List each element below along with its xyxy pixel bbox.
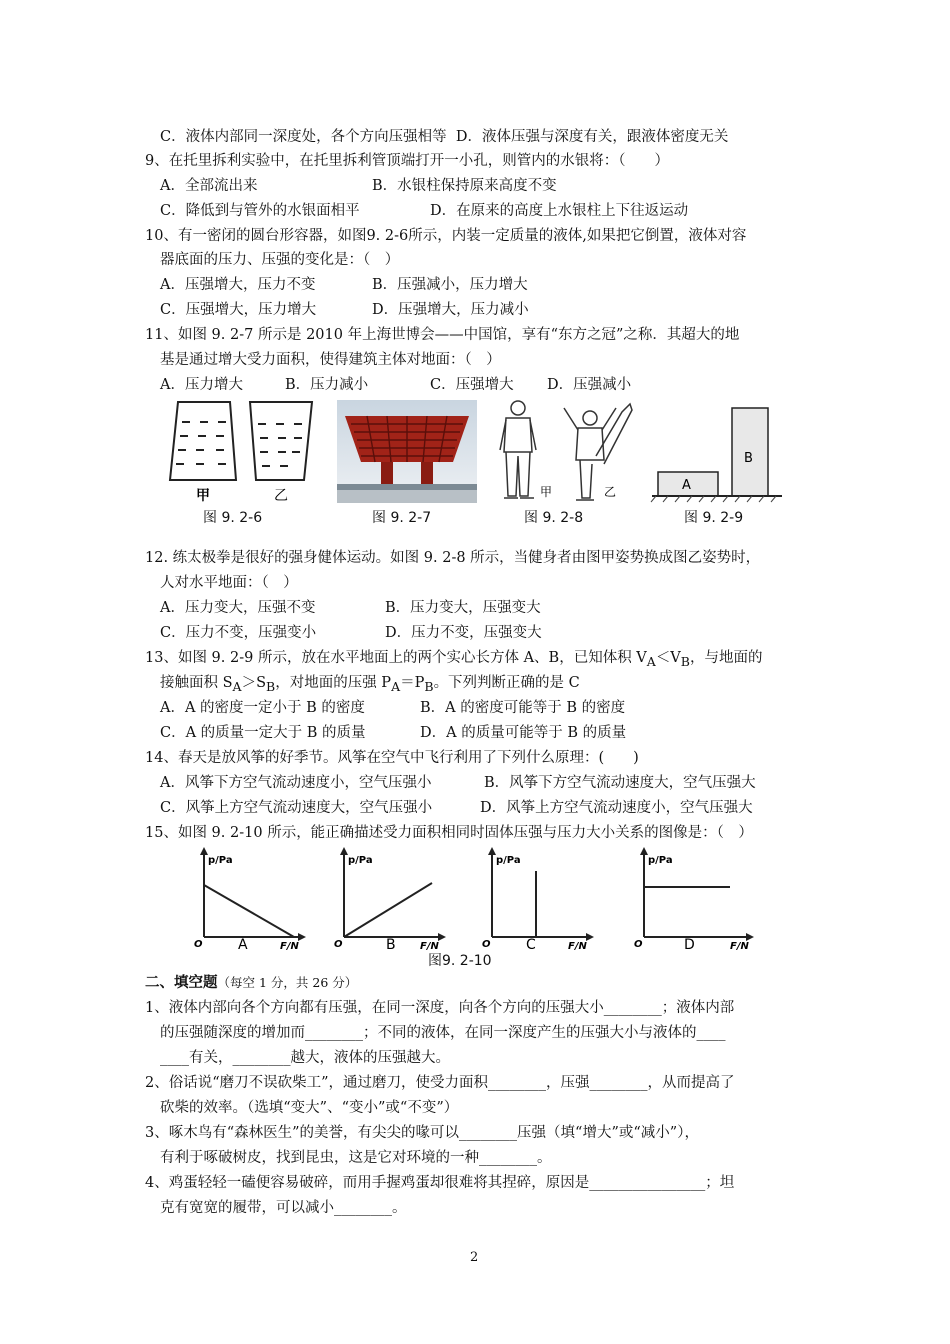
q13-stem-text: 13、如图 9. 2-9 所示，放在水平地面上的两个实心长方体 A、B，已知体积 V <box>145 650 647 666</box>
q9-option-d: D．在原来的高度上水银柱上下往返运动 <box>430 203 689 219</box>
caption-9-2-6: 图 9. 2-6 <box>203 510 263 526</box>
section-2-note: （每空 1 分，共 26 分） <box>217 975 358 990</box>
q13-stem-text-b: ，对地面的压强 P <box>275 675 392 691</box>
container-jia <box>170 402 236 480</box>
graph-a-line <box>204 885 294 937</box>
graph-c-origin: O <box>482 939 491 950</box>
q10-stem-line2: 器底面的压力、压强的变化是：（ ） <box>160 252 400 268</box>
container-yi <box>250 402 312 480</box>
q14-option-b: B．风筝下方空气流动速度大，空气压强大 <box>484 775 756 791</box>
figure-9-2-6 <box>160 398 320 506</box>
fill3-line2: 有利于啄破树皮，找到昆虫，这是它对环境的一种________。 <box>160 1150 552 1166</box>
section-2-heading <box>145 972 357 994</box>
q11-stem-line1: 11、如图 9. 2-7 所示是 2010 年上海世博会——中国馆，享有“东方之冠”之称．其超大的地 <box>145 327 740 343</box>
q12-option-a: A．压力变大，压强不变 <box>160 600 316 616</box>
graph-c-ylabel: p/Pa <box>496 855 521 866</box>
block-a-label: A <box>682 478 691 493</box>
graph-b-line <box>344 883 432 937</box>
q12-option-b: B．压力变大，压强变大 <box>385 600 541 616</box>
caption-9-2-7: 图 9. 2-7 <box>372 510 432 526</box>
q9-option-c: C．降低到与管外的水银面相平 <box>160 203 360 219</box>
q13-stem-text-c: 。下列判断正确的是 C <box>433 675 580 691</box>
fill1-line1: 1、液体内部向各个方向都有压强，在同一深度，向各个方向的压强大小________；液体内部 <box>145 1000 735 1016</box>
graph-a <box>190 845 320 950</box>
q15-stem: 15、如图 9. 2-10 所示，能正确描述受力面积相同时固体压强与压力大小关系的图像是：（ ） <box>145 825 753 841</box>
q11-option-d: D．压强减小 <box>547 377 632 393</box>
q14-option-c: C．风筝上方空气流动速度大，空气压强小 <box>160 800 433 816</box>
page-number: 2 <box>470 1250 479 1265</box>
block-b-label: B <box>744 451 753 466</box>
q8-option-d: D．液体压强与深度有关，跟液体密度无关 <box>455 129 729 145</box>
q12-option-d: D．压力不变，压强变大 <box>385 625 542 641</box>
fill3-line1: 3、啄木鸟有“森林医生”的美誉，有尖尖的喙可以________压强（填“增大”或“减小”）， <box>145 1125 699 1141</box>
graph-b-origin: O <box>334 939 343 950</box>
caption-9-2-8: 图 9. 2-8 <box>524 510 584 526</box>
graph-c-label: C <box>526 937 536 950</box>
fill1-line3: ____有关，________越大，液体的压强越大。 <box>160 1050 450 1066</box>
graph-d-origin: O <box>634 939 643 950</box>
figure-9-2-9-blocks <box>650 400 790 506</box>
q13-stem-line1: 13、如图 9. 2-9 所示，放在水平地面上的两个实心长方体 A、B，已知体积 $V_A<V_B$，与地面的 <box>145 650 763 669</box>
q14-option-a: A．风筝下方空气流动速度小，空气压强小 <box>160 775 432 791</box>
q13-stem-text-a: 接触面积 S <box>160 675 233 691</box>
fill4-line2: 克有宽宽的履带，可以减小________。 <box>160 1200 407 1216</box>
graph-a-xlabel: F/N <box>280 941 299 950</box>
label-jia: 甲 <box>540 485 553 499</box>
figure-9-2-8-taichi <box>492 396 652 506</box>
section-2-title: 二、填空题 <box>145 974 218 991</box>
q12-option-c: C．压力不变，压强变小 <box>160 625 317 641</box>
graph-d-ylabel: p/Pa <box>648 855 673 866</box>
graph-c <box>478 845 608 950</box>
graph-b-ylabel: p/Pa <box>348 855 373 866</box>
fill1-line2: 的压强随深度的增加而________；不同的液体，在同一深度产生的压强大小与液体的____ <box>160 1025 726 1041</box>
graph-a-origin: O <box>194 939 203 950</box>
q10-option-d: D．压强增大，压力减小 <box>372 302 529 318</box>
graph-b-xlabel: F/N <box>420 941 439 950</box>
fill4-line1: 4、鸡蛋轻轻一磕便容易破碎，而用手握鸡蛋却很难将其捏碎，原因是________________；坦 <box>145 1175 735 1191</box>
q12-stem-line2: 人对水平地面：（ ） <box>160 575 298 591</box>
graph-b-label: B <box>386 937 396 950</box>
graph-d-xlabel: F/N <box>730 941 749 950</box>
graph-b <box>330 845 460 950</box>
q11-stem-line2: 基是通过增大受力面积，使得建筑主体对地面：（ ） <box>160 352 501 368</box>
fill2-line2: 砍柴的效率。（选填“变大”、“变小”或“不变”） <box>160 1100 459 1116</box>
q8-options-cd <box>160 126 728 148</box>
label-yi: 乙 <box>604 485 617 499</box>
caption-9-2-10: 图9. 2-10 <box>428 953 492 969</box>
q14-stem: 14、春天是放风筝的好季节。风筝在空气中飞行利用了下列什么原理：( ) <box>145 750 639 766</box>
q8-option-c: C．液体内部同一深度处，各个方向压强相等 <box>160 129 447 145</box>
q14-option-d: D．风筝上方空气流动速度小，空气压强大 <box>480 800 753 816</box>
q12-stem-line1: 12. 练太极拳是很好的强身健体运动。如图 9. 2-8 所示，当健身者由图甲姿势换成图乙姿势时， <box>145 550 761 566</box>
graph-d <box>630 845 770 950</box>
q13-option-a: A．A 的密度一定小于 B 的密度 <box>160 700 365 716</box>
q11-option-b: B．压力减小 <box>285 377 369 393</box>
q10-option-c: C．压强增大，压力增大 <box>160 302 317 318</box>
graph-c-xlabel: F/N <box>568 941 587 950</box>
q9-option-b: B．水银柱保持原来高度不变 <box>372 178 557 194</box>
graph-a-ylabel: p/Pa <box>208 855 233 866</box>
label-jia: 甲 <box>196 488 210 504</box>
q9-stem: 9、在托里拆利实验中，在托里拆利管顶端打开一小孔，则管内的水银将：（ ） <box>145 153 669 169</box>
q11-option-a: A．压力增大 <box>160 377 243 393</box>
q10-option-b: B．压强减小，压力增大 <box>372 277 528 293</box>
fill2-line1: 2、俗话说“磨刀不误砍柴工”，通过磨刀，使受力面积________，压强________，从而提高了 <box>145 1075 735 1091</box>
q13-stem-line2: 接触面积 $S_A>S_B$，对地面的压强 $P_A=P_B$。下列判断正确的是 C <box>160 675 580 694</box>
graph-d-label: D <box>684 937 695 950</box>
q11-option-c: C．压强增大 <box>430 377 514 393</box>
figure-9-2-7-china-pavilion-photo <box>337 400 477 503</box>
q10-stem-line1: 10、有一密闭的圆台形容器，如图9. 2-6所示，内装一定质量的液体,如果把它倒置，液体对容 <box>145 228 747 244</box>
label-yi: 乙 <box>274 488 288 504</box>
graph-a-label: A <box>238 937 248 950</box>
caption-9-2-9: 图 9. 2-9 <box>684 510 744 526</box>
q9-option-a: A．全部流出来 <box>160 178 258 194</box>
q13-option-c: C．A 的质量一定大于 B 的质量 <box>160 725 366 741</box>
q10-option-a: A．压强增大，压力不变 <box>160 277 316 293</box>
q13-option-b: B．A 的密度可能等于 B 的密度 <box>420 700 626 716</box>
q13-option-d: D．A 的质量可能等于 B 的质量 <box>420 725 627 741</box>
